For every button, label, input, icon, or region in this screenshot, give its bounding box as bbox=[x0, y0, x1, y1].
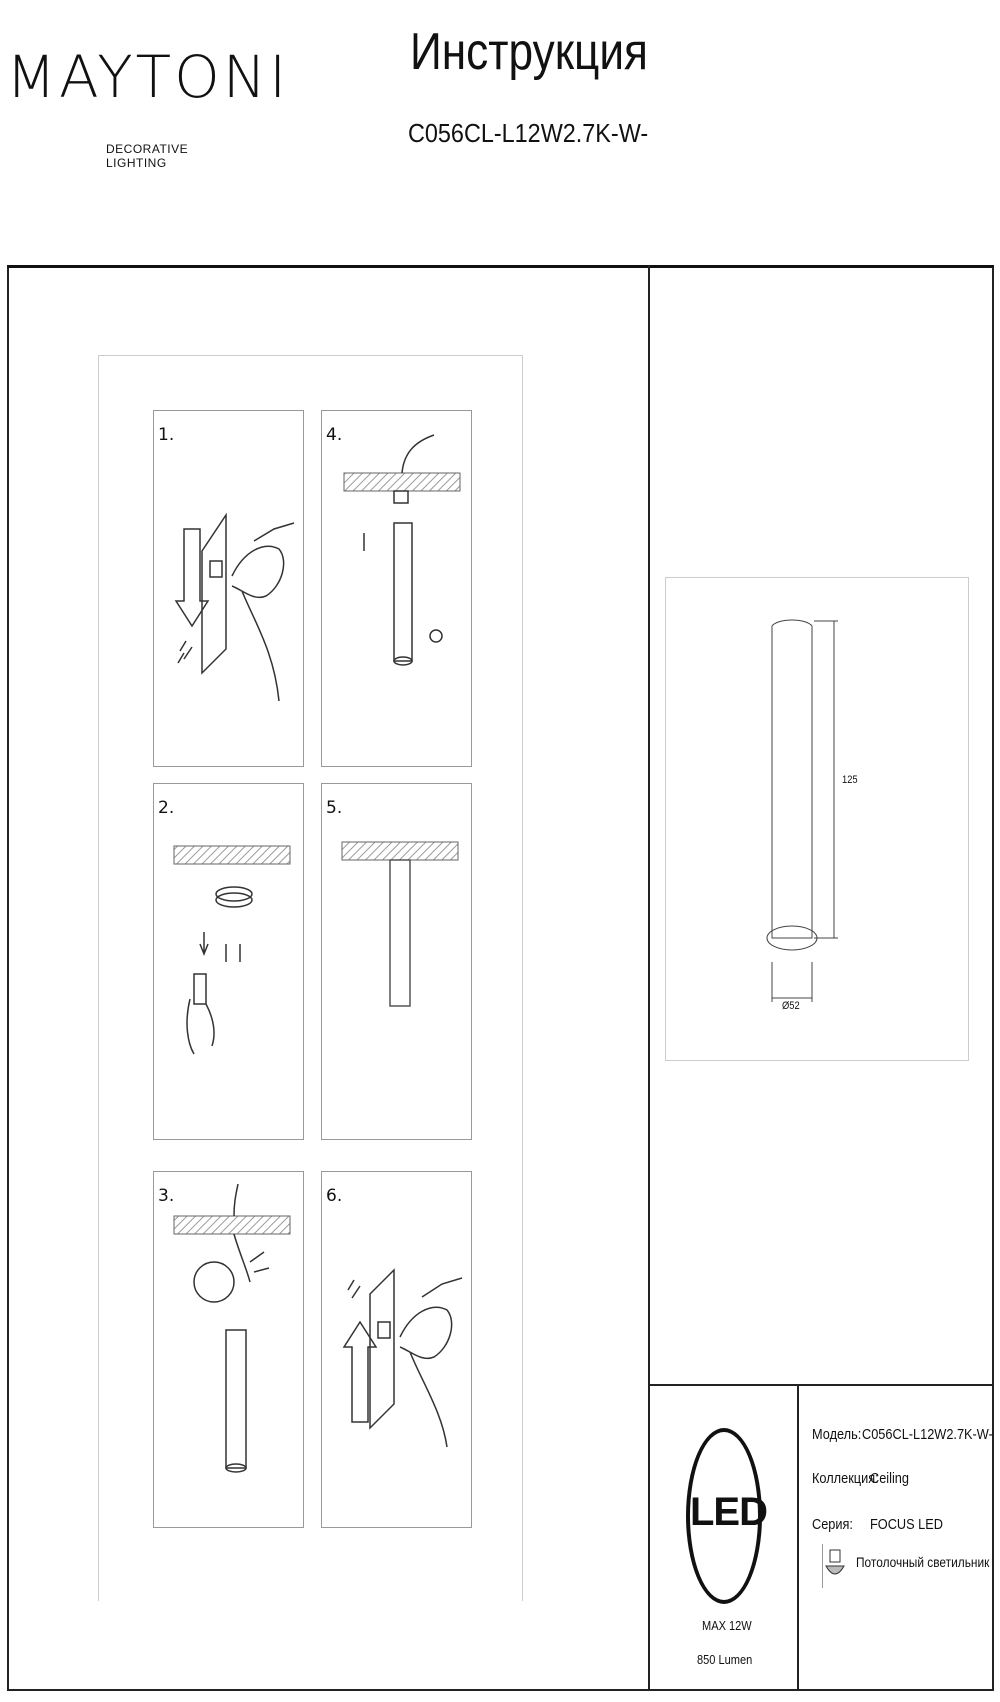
assembled-fixture-illustration bbox=[322, 784, 471, 1139]
step-3-number: 3. bbox=[158, 1186, 175, 1206]
wire-connection-illustration bbox=[154, 1172, 303, 1527]
step-1-panel bbox=[153, 410, 304, 767]
lumen-text: 850 Lumen bbox=[697, 1652, 753, 1667]
spec-series-label: Серия: bbox=[812, 1516, 853, 1533]
spec-series-value: FOCUS LED bbox=[870, 1516, 943, 1533]
mount-fixture-illustration bbox=[322, 411, 471, 766]
frame-divider-vertical bbox=[648, 265, 650, 1691]
height-dimension-label: 125 bbox=[842, 774, 858, 786]
brand-logo bbox=[6, 30, 290, 180]
power-off-illustration bbox=[154, 411, 303, 766]
brand-tagline: DECORATIVE LIGHTING bbox=[106, 142, 189, 170]
frame-divider-horizontal bbox=[648, 1384, 994, 1386]
brand-name: MAYTONI bbox=[6, 43, 290, 111]
step-4-number: 4. bbox=[326, 425, 343, 445]
step-6-panel bbox=[321, 1171, 472, 1528]
spec-collection-label: Коллекция: bbox=[812, 1470, 879, 1487]
step-6-number: 6. bbox=[326, 1186, 343, 1206]
document-model-code: C056CL-L12W2.7K-W- bbox=[408, 118, 649, 148]
step-1-number: 1. bbox=[158, 425, 175, 445]
installation-steps bbox=[98, 355, 523, 1601]
step-5-number: 5. bbox=[326, 798, 343, 818]
install-mount-illustration bbox=[154, 784, 303, 1139]
fixture-dimensions-svg bbox=[666, 578, 968, 1060]
step-5-panel bbox=[321, 783, 472, 1140]
power-on-illustration bbox=[322, 1172, 471, 1527]
dimension-drawing bbox=[665, 577, 969, 1061]
spec-type-value: Потолочный светильник bbox=[856, 1554, 990, 1570]
diameter-dimension-label: Ø52 bbox=[782, 1000, 800, 1012]
ceiling-light-icon bbox=[822, 1542, 846, 1590]
document-title: Инструкция bbox=[410, 23, 648, 81]
max-power-text: MAX 12W bbox=[702, 1618, 752, 1633]
spec-divider bbox=[797, 1384, 799, 1691]
led-badge-text: LED bbox=[690, 1490, 767, 1534]
step-3-panel bbox=[153, 1171, 304, 1528]
spec-model-label: Модель: bbox=[812, 1426, 862, 1443]
step-2-number: 2. bbox=[158, 798, 175, 818]
step-2-panel bbox=[153, 783, 304, 1140]
step-4-panel bbox=[321, 410, 472, 767]
spec-collection-value: Ceiling bbox=[870, 1470, 909, 1487]
led-badge bbox=[686, 1428, 767, 1604]
spec-model-value: C056CL-L12W2.7K-W- bbox=[862, 1426, 993, 1443]
